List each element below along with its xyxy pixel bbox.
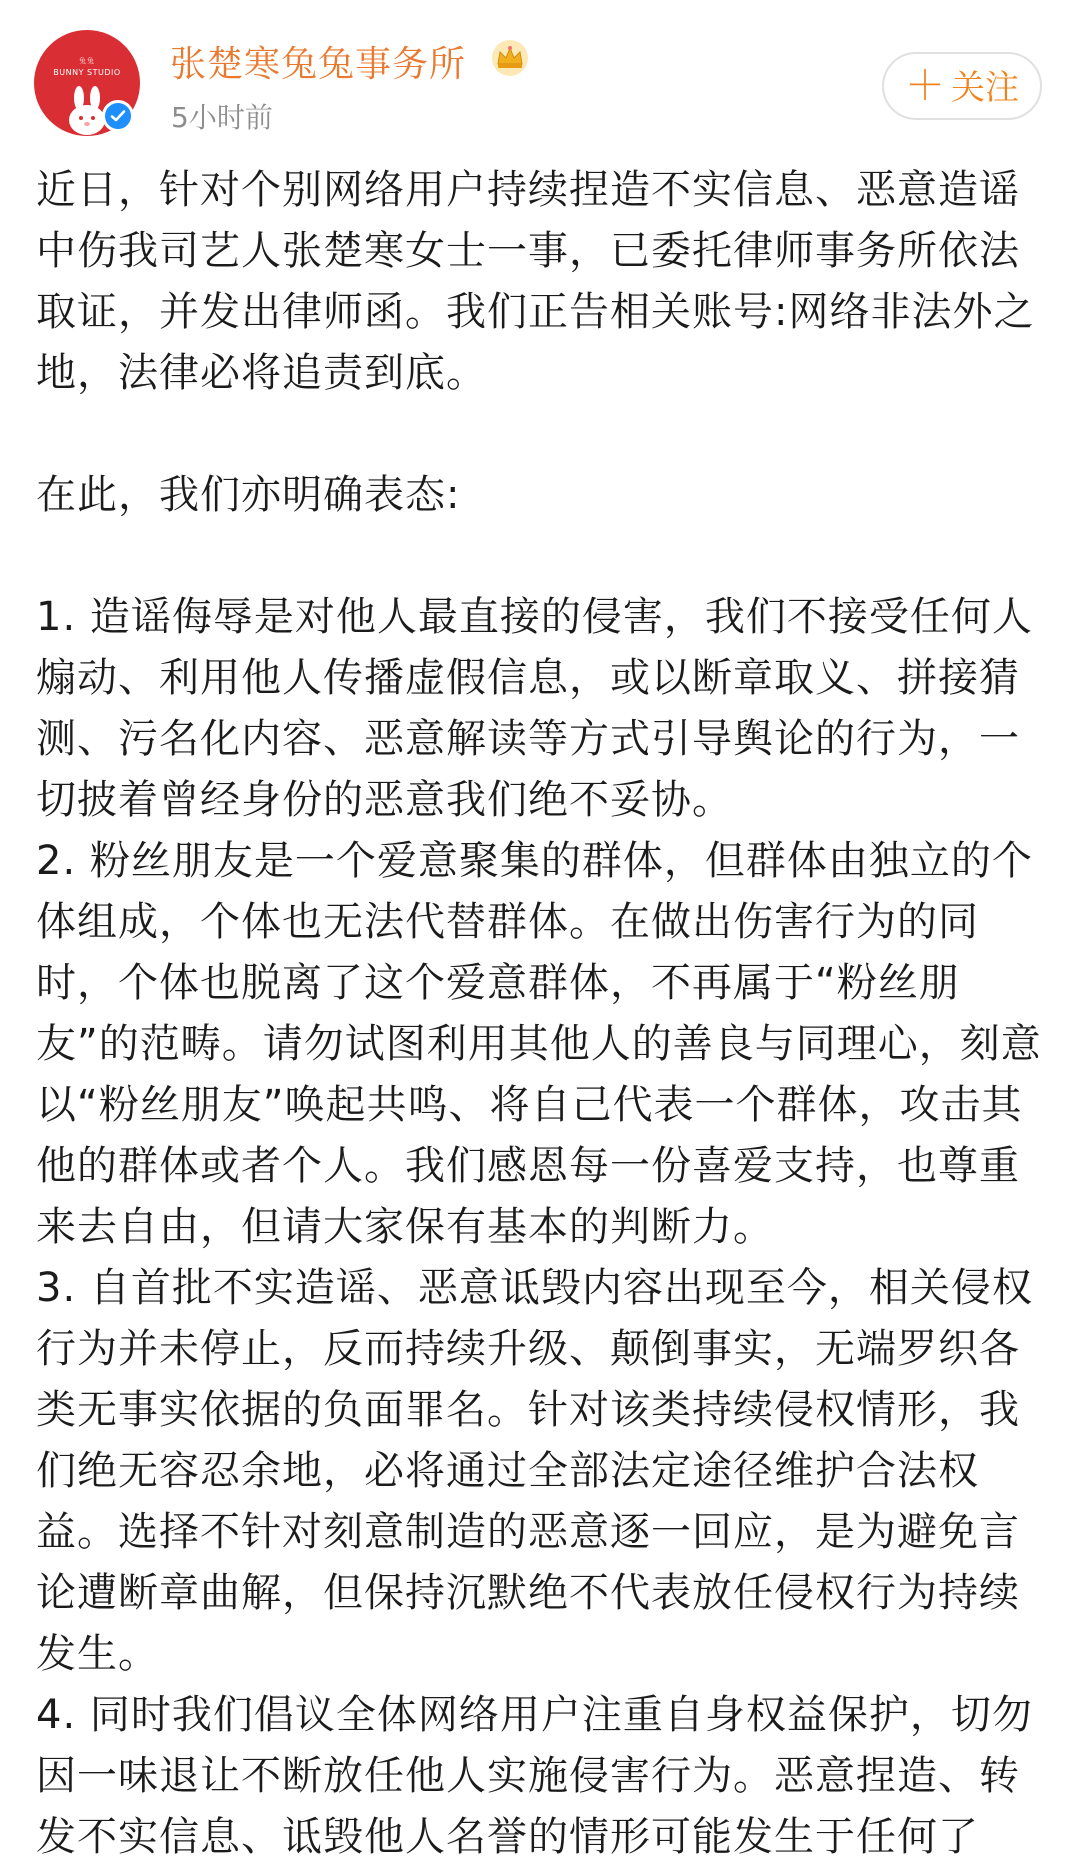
- paragraph-point-3: 3. 自首批不实造谣、恶意诋毁内容出现至今，相关侵权行为并未停止，反而持续升级、颠倒事实，无端罗织各类无事实依据的负面罪名。针对该类持续侵权情形，我们绝无容忍余地，必将通过全部法定途径维护合法权益。选择不针对刻意制造的恶意逐一回应，是为避免言论遭断章曲解，但保持沉默绝不代表放任侵权行为持续发生。: [36, 1265, 1033, 1677]
- follow-label: 关注: [951, 68, 1019, 108]
- verified-icon: [102, 100, 134, 132]
- crown-icon: [490, 38, 530, 78]
- paragraph-intro: 近日，针对个别网络用户持续捏造不实信息、恶意造谣中伤我司艺人张楚寒女士一事，已委托律师事务所依法取证，并发出律师函。我们正告相关账号:网络非法外之地，法律必将追责到底。: [36, 167, 1035, 396]
- avatar-brand-small: 兔兔: [79, 57, 95, 65]
- post-header: [0, 0, 1080, 150]
- plus-icon: ＋: [905, 63, 945, 109]
- follow-button[interactable]: [882, 52, 1042, 120]
- post-time: 5小时前: [171, 101, 273, 134]
- post-content: [36, 160, 1046, 1868]
- paragraph-statement: 在此，我们亦明确表态:: [36, 472, 461, 518]
- user-name[interactable]: 张楚寒兔兔事务所: [170, 44, 467, 85]
- blank-line: [36, 526, 1046, 587]
- avatar-brand-name: BUNNY STUDIO: [53, 68, 121, 77]
- paragraph-point-4: 4. 同时我们倡议全体网络用户注重自身权益保护，切勿因一味退让不断放任他人实施侵害行为。恶意捏造、转发不实信息、诋毁他人名誉的情形可能发生于任何了: [36, 1692, 1033, 1860]
- paragraph-point-2: 2. 粉丝朋友是一个爱意聚集的群体，但群体由独立的个体组成，个体也无法代替群体。在做出伤害行为的同时，个体也脱离了这个爱意群体，不再属于“粉丝朋友”的范畴。请勿试图利用其他人的善良与同理心，刻意以“粉丝朋友”唤起共鸣、将自己代表一个群体，攻击其他的群体或者个人。我们感恩每一份喜爱支持，也尊重来去自由，但请大家保有基本的判断力。: [36, 838, 1042, 1250]
- paragraph-point-1: 1. 造谣侮辱是对他人最直接的侵害，我们不接受任何人煽动、利用他人传播虚假信息，或以断章取义、拼接猜测、污名化内容、恶意解读等方式引导舆论的行为，一切披着曾经身份的恶意我们绝不妥协。: [36, 594, 1033, 823]
- blank-line: [36, 404, 1046, 465]
